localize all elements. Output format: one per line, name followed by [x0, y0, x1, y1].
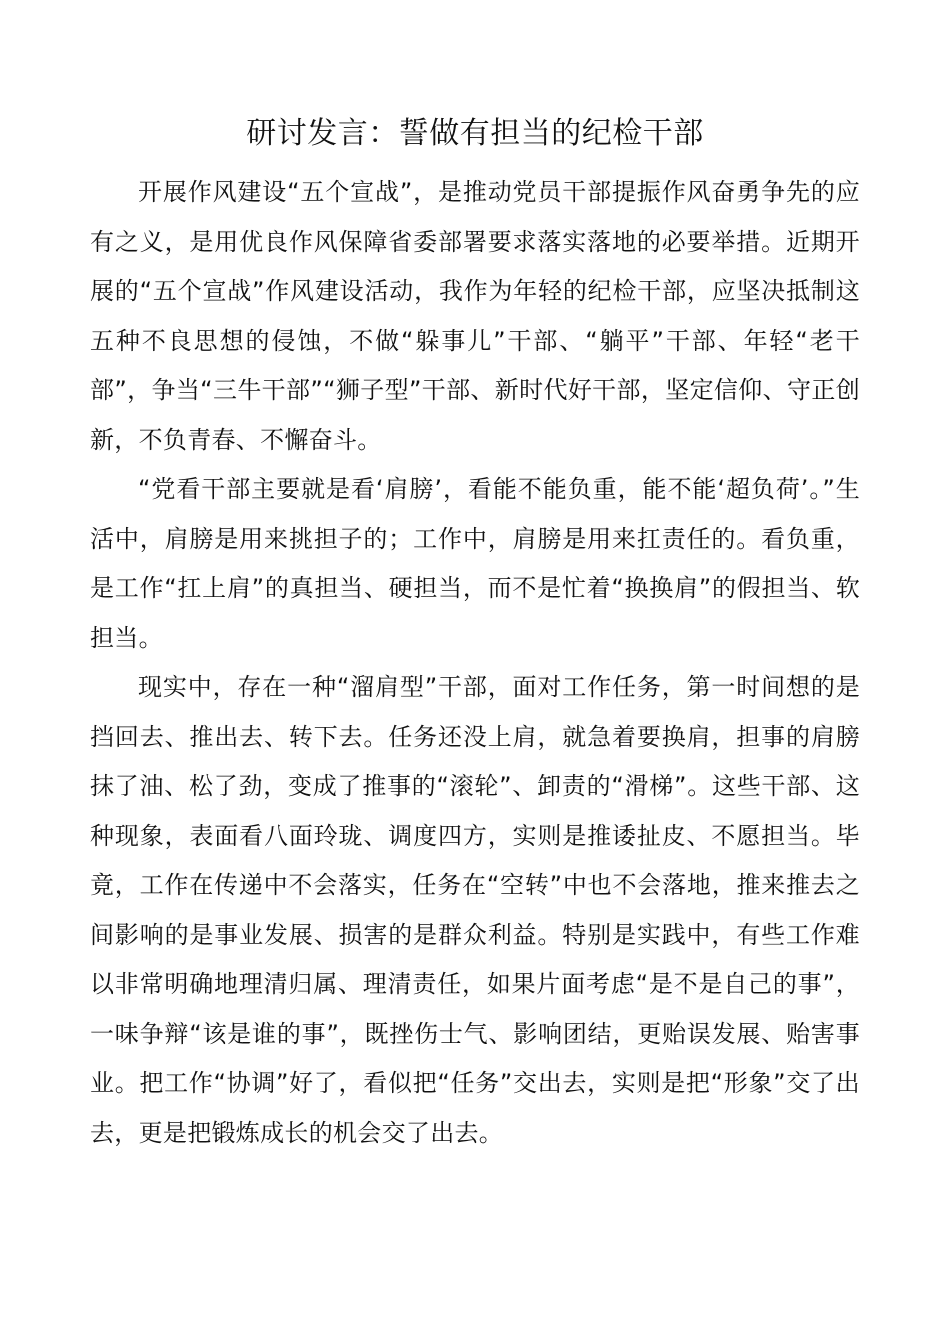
paragraph-2: “党看干部主要就是看‘肩膀’，看能不能负重，能不能‘超负荷’。”生活中，肩膀是用来挑担子的；工作中，肩膀是用来扛责任的。看负重，是工作“扛上肩”的真担当、硬担当，而不是忙着“换换肩”的假担当、软担当。: [90, 475, 860, 652]
paragraph-3: 现实中，存在一种“溜肩型”干部，面对工作任务，第一时间想的是挡回去、推出去、转下去。任务还没上肩，就急着要换肩，担事的肩膀抹了油、松了劲，变成了推事的“滚轮”、卸责的“滑梯”。这些干部、这种现象，表面看八面玲珑、调度四方，实则是推诿扯皮、不愿担当。毕竟，工作在传递中不会落实，任务在“空转”中也不会落地，推来推去之间影响的是事业发展、损害的是群众利益。特别是实践中，有些工作难以非常明确地理清归属、理清责任，如果片面考虑“是不是自己的事”，一味争辩“该是谁的事”，既挫伤士气、影响团结，更贻误发展、贻害事业。把工作“协调”好了，看似把“任务”交出去，实则是把“形象”交了出去，更是把锻炼成长的机会交了出去。: [90, 673, 860, 1147]
document-body: [90, 112, 860, 1158]
paragraph-1: 开展作风建设“五个宣战”，是推动党员干部提振作风奋勇争先的应有之义，是用优良作风保障省委部署要求落实落地的必要举措。近期开展的“五个宣战”作风建设活动，我作为年轻的纪检干部，应坚决抵制这五种不良思想的侵蚀，不做“躲事儿”干部、“躺平”干部、年轻“老干部”，争当“三牛干部”“狮子型”干部、新时代好干部，坚定信仰、守正创新，不负青春、不懈奋斗。: [90, 178, 860, 454]
document-title: 研讨发言：誓做有担当的纪检干部: [246, 116, 704, 151]
